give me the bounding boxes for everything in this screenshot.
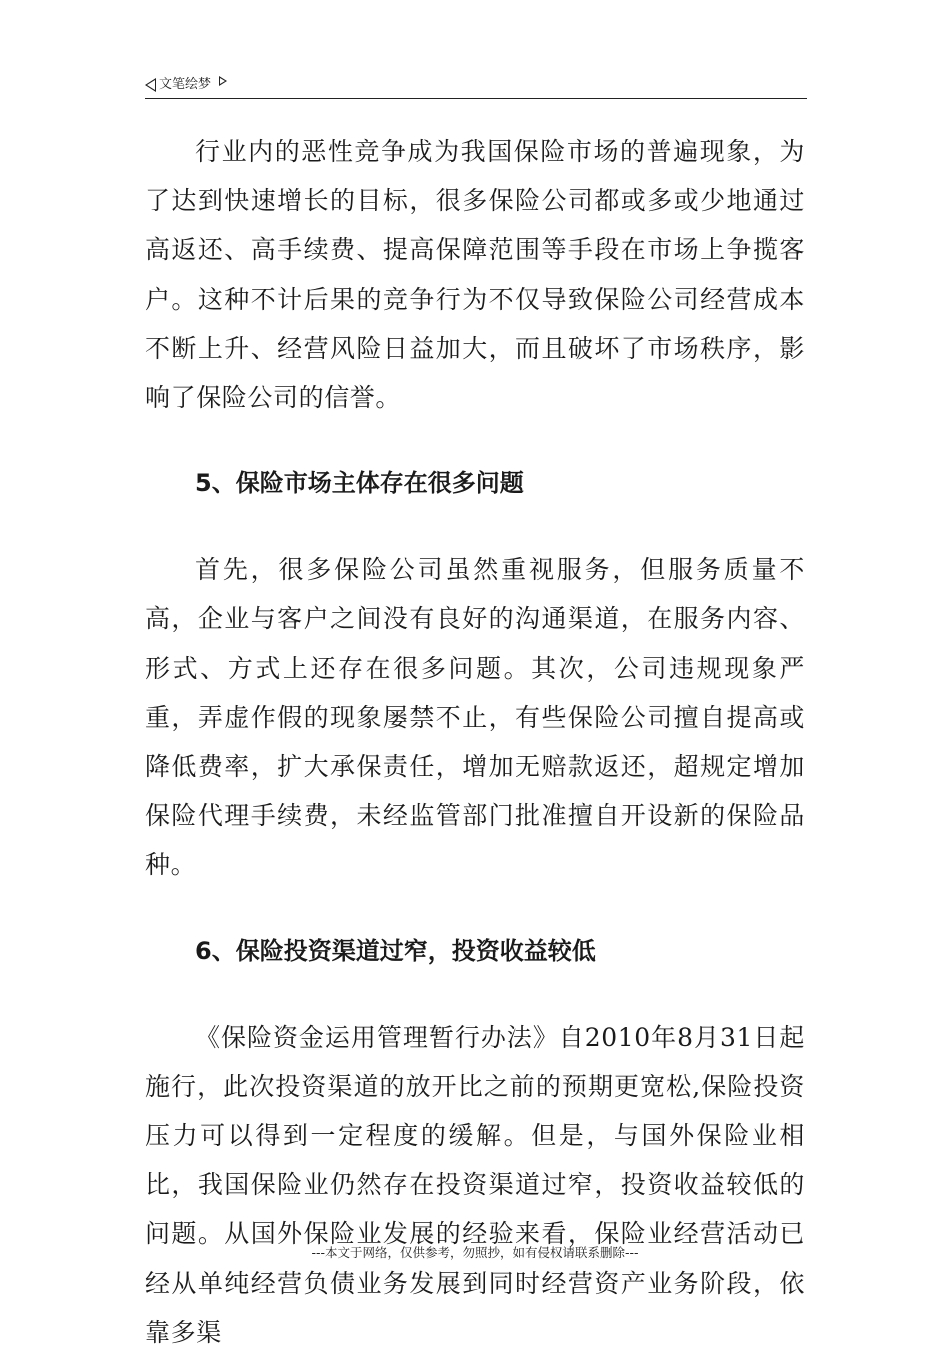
page-header bbox=[145, 74, 807, 99]
paragraph-1: 行业内的恶性竞争成为我国保险市场的普遍现象，为了达到快速增长的目标，很多保险公司都或多或少地通过高返还、高手续费、提高保障范围等手段在市场上争揽客户。这种不计后果的竞争行为不仅导致保险公司经营成本不断上升、经营风险日益加大，而且破坏了市场秩序，影响了保险公司的信誉。 bbox=[145, 137, 805, 413]
triangle-right-icon bbox=[219, 76, 227, 86]
document-body bbox=[145, 127, 805, 1357]
page-footer: ---本文于网络，仅供参考，勿照抄，如有侵权请联系删除--- bbox=[311, 1245, 639, 1260]
paragraph-2: 首先，很多保险公司虽然重视服务，但服务质量不高，企业与客户之间没有良好的沟通渠道，在服务内容、形式、方式上还存在很多问题。其次，公司违规现象严重，弄虚作假的现象屡禁不止，有些保险公司擅自提高或降低费率，扩大承保责任，增加无赔款返还，超规定增加保险代理手续费，未经监管部门批准擅自开设新的保险品种。 bbox=[145, 555, 805, 880]
section-heading-6: 6、保险投资渠道过窄，投资收益较低 bbox=[195, 936, 596, 965]
paragraph-3: 《保险资金运用管理暂行办法》自2010年8月31日起施行，此次投资渠道的放开比之前的预期更宽松,保险投资压力可以得到一定程度的缓解。但是，与国外保险业相比，我国保险业仍然存在投资渠道过窄，投资收益较低的问题。从国外保险业发展的经验来看，保险业经营活动已经从单纯经营负债业务发展到同时经营资产业务阶段，依靠多渠 bbox=[145, 1022, 805, 1347]
triangle-left-icon bbox=[145, 78, 156, 92]
header-title: 文笔绘梦 bbox=[159, 77, 212, 92]
section-heading-5: 5、保险市场主体存在很多问题 bbox=[195, 469, 524, 498]
